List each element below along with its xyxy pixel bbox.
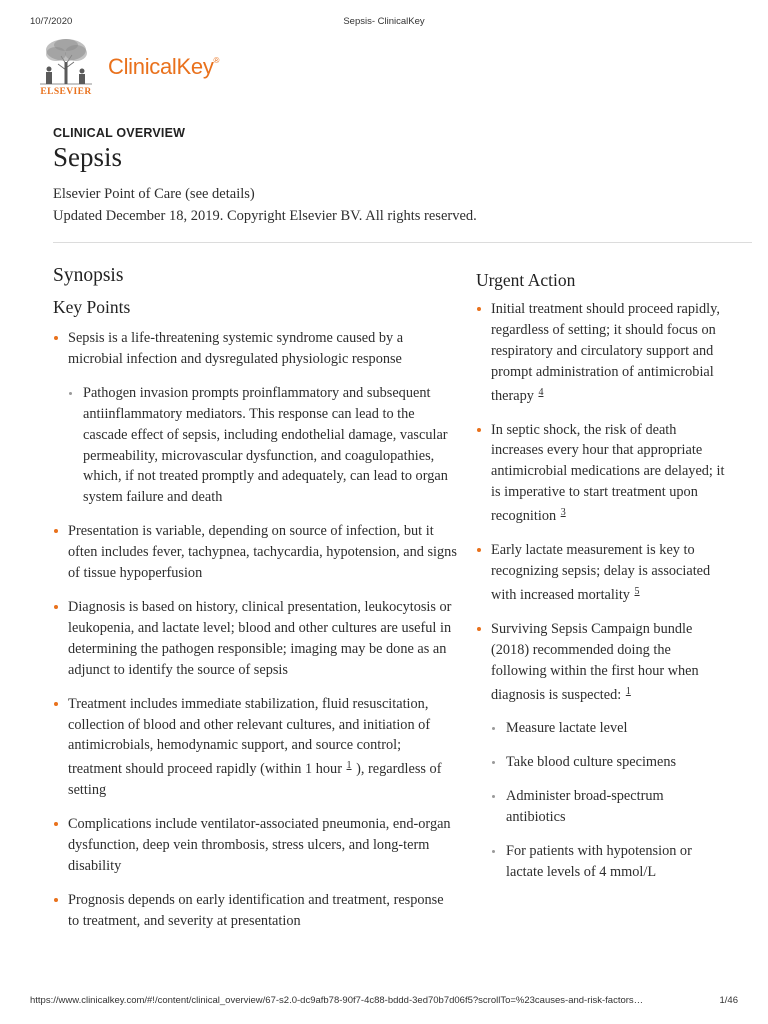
urgent-action-text: Early lactate measurement is key to recognizing sepsis; delay is associated with increased mortality bbox=[491, 542, 711, 603]
urgent-action-text: In septic shock, the risk of death increases every hour that appropriate antimicrobial medications are delayed; it is imperative to start treatment upon recognition bbox=[491, 421, 725, 525]
key-point-text: ), regardless of setting bbox=[68, 761, 442, 799]
key-point-subitem: Pathogen invasion prompts proinflammatory and subsequent antiinflammatory mediators. This response can lead to the cascade effect of sepsis, including endothelial damage, vascular permeability, microvascular dysfunction, and coagulopathies, which, if not treated promptly and adequately, can lead to organ system failure and death bbox=[53, 383, 458, 508]
elsevier-wordmark: ELSEVIER bbox=[40, 87, 92, 97]
key-point-item: Complications include ventilator-associated pneumonia, end-organ dysfunction, deep vein thrombosis, stress ulcers, and long-term disability bbox=[53, 814, 458, 877]
key-point-text: Treatment includes immediate stabilization, fluid resuscitation, collection of blood and other relevant cultures, and initiation of antimicrobials, hemodynamic support, and source control; treatment should proceed rapidly (within 1 hour bbox=[68, 695, 431, 778]
elsevier-tree-icon bbox=[36, 36, 96, 86]
urgent-action-subitem: Administer broad-spectrum antibiotics bbox=[476, 786, 726, 828]
key-point-item: Sepsis is a life-threatening systemic syndrome caused by a microbial infection and dysregulated physiologic response bbox=[53, 328, 458, 370]
urgent-action-item bbox=[476, 540, 726, 606]
reference-link[interactable]: 1 bbox=[346, 760, 352, 772]
urgent-action-heading: Urgent Action bbox=[476, 270, 576, 290]
reference-link[interactable]: 5 bbox=[634, 585, 640, 597]
key-point-item bbox=[53, 694, 458, 802]
clinicalkey-wordmark bbox=[108, 54, 219, 80]
article-source bbox=[53, 186, 255, 203]
reference-link[interactable]: 4 bbox=[538, 386, 544, 398]
synopsis-heading: Synopsis bbox=[53, 265, 124, 286]
urgent-action-item bbox=[476, 619, 726, 706]
header-divider bbox=[53, 242, 752, 243]
print-header bbox=[30, 16, 738, 30]
source-name: Elsevier Point of Care bbox=[53, 186, 182, 202]
urgent-action-text: Surviving Sepsis Campaign bundle (2018) recommended doing the following within the first hour when diagnosis is suspected: bbox=[491, 620, 699, 703]
urgent-action-subitem: For patients with hypotension or lactate levels of 4 mmol/L bbox=[476, 841, 726, 883]
key-point-item: Diagnosis is based on history, clinical presentation, leukocytosis or leukopenia, and lactate level; blood and other cultures are useful in determining the pathogen responsible; imaging may be done as an adjunct to identify the source of sepsis bbox=[53, 597, 458, 681]
print-page-title: Sepsis- ClinicalKey bbox=[343, 16, 425, 27]
page-title: Sepsis bbox=[53, 142, 123, 172]
urgent-action-section bbox=[476, 267, 726, 883]
clinicalkey-wordmark-text: ClinicalKey bbox=[108, 54, 214, 79]
registered-mark: ® bbox=[213, 55, 220, 65]
article-kicker: CLINICAL OVERVIEW bbox=[53, 126, 186, 140]
urgent-action-subitem: Take blood culture specimens bbox=[476, 752, 726, 773]
article-updated: Updated December 18, 2019. Copyright Elsevier BV. All rights reserved. bbox=[53, 208, 477, 224]
key-point-item: Prognosis depends on early identification and treatment, response to treatment, and severity at presentation bbox=[53, 890, 458, 932]
see-details-link[interactable]: (see details) bbox=[185, 186, 255, 202]
print-date: 10/7/2020 bbox=[30, 16, 73, 27]
urgent-action-item bbox=[476, 420, 726, 528]
key-points-heading: Key Points bbox=[53, 297, 131, 317]
key-points-list bbox=[53, 328, 458, 932]
print-url: https://www.clinicalkey.com/#!/content/clinical_overview/67-s2.0-dc9afb78-90f7-4c88-bddd-3ed70b7d06f5?scrollTo=%23causes-and-risk-factors… bbox=[30, 995, 644, 1006]
clinicalkey-logo[interactable] bbox=[36, 36, 276, 100]
key-point-item: Presentation is variable, depending on source of infection, but it often includes fever, tachypnea, tachycardia, hypotension, and signs of tissue hypoperfusion bbox=[53, 521, 458, 584]
urgent-action-item bbox=[476, 299, 726, 407]
print-footer bbox=[30, 995, 738, 1008]
synopsis-section bbox=[53, 262, 458, 932]
urgent-action-subitem: Measure lactate level bbox=[476, 718, 726, 739]
urgent-action-list bbox=[476, 299, 726, 883]
print-page-number: 1/46 bbox=[719, 995, 738, 1006]
urgent-action-text: Initial treatment should proceed rapidly, regardless of setting; it should focus on respiratory and circulatory support and prompt administration of antimicrobial therapy bbox=[491, 301, 720, 404]
reference-link[interactable]: 1 bbox=[625, 685, 631, 697]
reference-link[interactable]: 3 bbox=[560, 507, 566, 519]
